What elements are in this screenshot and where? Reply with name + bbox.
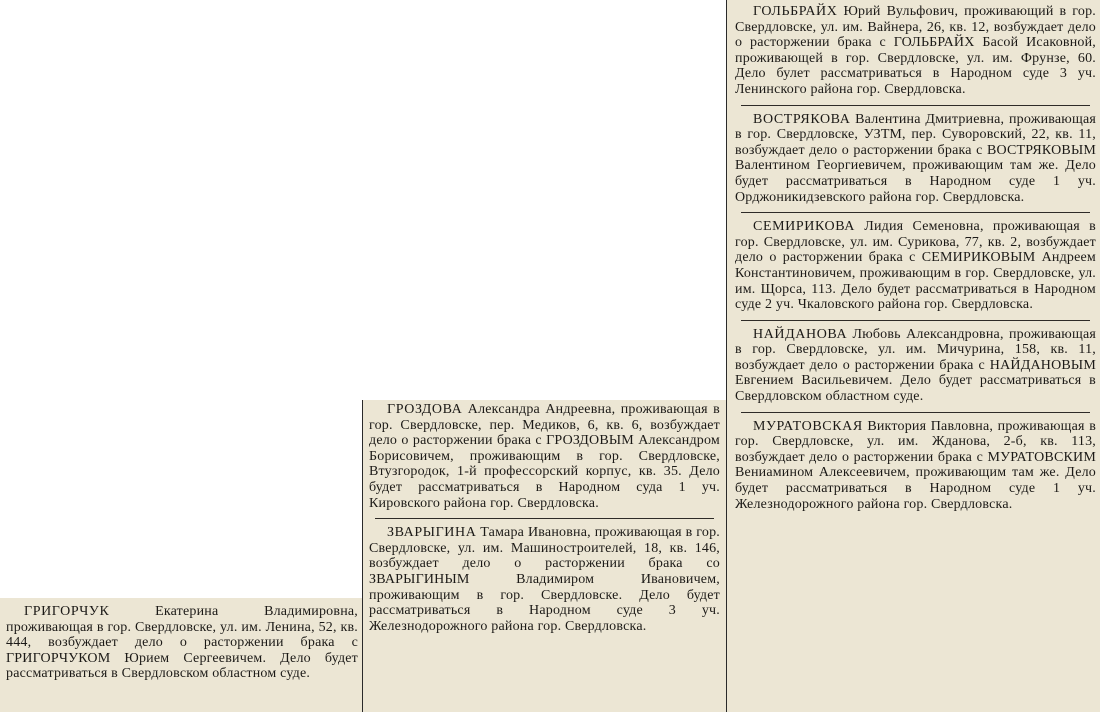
notice-body: Виктория Павловна, проживающая в гор. Свердловске, ул. им. Жданова, 2-б, кв. 113, возбуждает дело о расторжении брака с МУРАТОВСКИМ Вениамином Алексеевичем, проживающим там же. Дело будет рассматриваться в Народном суде 1 уч. Железнодорожного района гор. Свердловска.	[735, 418, 1097, 512]
notice-column-2	[362, 400, 726, 712]
notice-surname: ЗВАРЫГИНА	[387, 525, 477, 541]
notice-body: Александра Андреевна, проживающая в гор. Свердловске, пер. Медиков, 6, кв. 6, возбуждает дело о расторжении брака с ГРОЗДОВЫМ Александром Борисовичем, проживающим в гор. Свердловске, Втузгородок, 1-й профессорский корпус, кв. 35. Дело будет рассматриваться в Народном суда 1 уч. Кировского района гор. Свердловска.	[369, 402, 720, 511]
notice-body: Тамара Ивановна, проживающая в гор. Свердловске, ул. им. Машиностроителей, 18, кв. 146, возбуждает дело о расторжении брака со ЗВАРЫГИНЫМ Владимиром Ивановичем, проживающим в гор. Свердловске. Дело будет рассматриваться в Народном суде 3 уч. Железнодорожного района гор. Свердловска.	[369, 525, 720, 634]
notice-divider	[741, 212, 1090, 213]
notice-divider	[741, 320, 1090, 321]
notice-column-1	[0, 598, 362, 712]
divorce-notice	[735, 327, 1096, 409]
notice-divider	[741, 412, 1090, 413]
divorce-notice	[735, 112, 1096, 210]
notice-body: Любовь Александровна, проживающая в гор. Свердловске, ул. им. Мичурина, 158, кв. 11, возбуждает дело о расторжении брака с НАЙДАНОВЫМ Евгением Васильевичем. Дело будет рассматриваться в Свердловском областном суде.	[735, 326, 1097, 405]
notice-surname: ВОСТРЯКОВА	[753, 111, 851, 127]
divorce-notice	[735, 419, 1096, 517]
notice-surname: СЕМИРИКОВА	[753, 219, 856, 235]
notice-surname: ГРОЗДОВА	[387, 402, 463, 417]
notice-divider	[375, 518, 714, 519]
notice-body: Екатерина Владимировна, проживающая в гор. Свердловске, ул. им. Ленина, 52, кв. 444, возбуждает дело о расторжении брака с ГРИГОРЧУКОМ Юрием Сергеевичем. Дело будет рассматриваться в Свердловском областном суде.	[6, 604, 358, 682]
notice-surname: ГОЛЬБРАЙХ	[753, 4, 838, 19]
notice-body: Юрий Вульфович, проживающий в гор. Свердловске, ул. им. Вайнера, 26, кв. 12, возбуждает дело о расторжении брака с ГОЛЬБРАЙХ Басой Исаковной, проживающей в гор. Свердловске, ул. им. Фрунзе, 60. Дело булет рассматриваться в Народном суде 3 уч. Ленинского района гор. Свердловска.	[735, 4, 1096, 97]
notice-surname: МУРАТОВСКАЯ	[753, 418, 863, 434]
divorce-notice	[369, 525, 720, 638]
notice-surname: НАЙДАНОВА	[753, 326, 848, 342]
notice-body: Лидия Семеновна, проживающая в гор. Свердловске, ул. им. Сурикова, 77, кв. 2, возбуждает дело о расторжении брака с СЕМИРИКОВЫМ Андреем Константиновичем, проживающим в гор. Свердловске, ул. им. Щорса, 113. Дело будет рассматриваться в Народном суде 2 уч. Чкаловского района гор. Свердловска.	[735, 219, 1096, 313]
divorce-notice	[735, 219, 1096, 317]
notice-surname: ГРИГОРЧУК	[24, 604, 110, 619]
divorce-notice	[735, 4, 1096, 102]
notice-body: Валентина Дмитриевна, проживающая в гор. Свердловске, УЗТМ, пер. Суворовский, 22, кв. 11, возбуждает дело о расторжении брака с ВОСТРЯКОВЫМ Валентином Георгиевичем, проживающим там же. Дело будет рассматриваться в Народном суде 1 уч. Орджоникидзевского района гор. Свердловска.	[735, 111, 1096, 205]
notice-divider	[741, 105, 1090, 106]
divorce-notice	[6, 604, 358, 686]
notice-column-3	[726, 0, 1100, 712]
divorce-notice	[369, 402, 720, 515]
